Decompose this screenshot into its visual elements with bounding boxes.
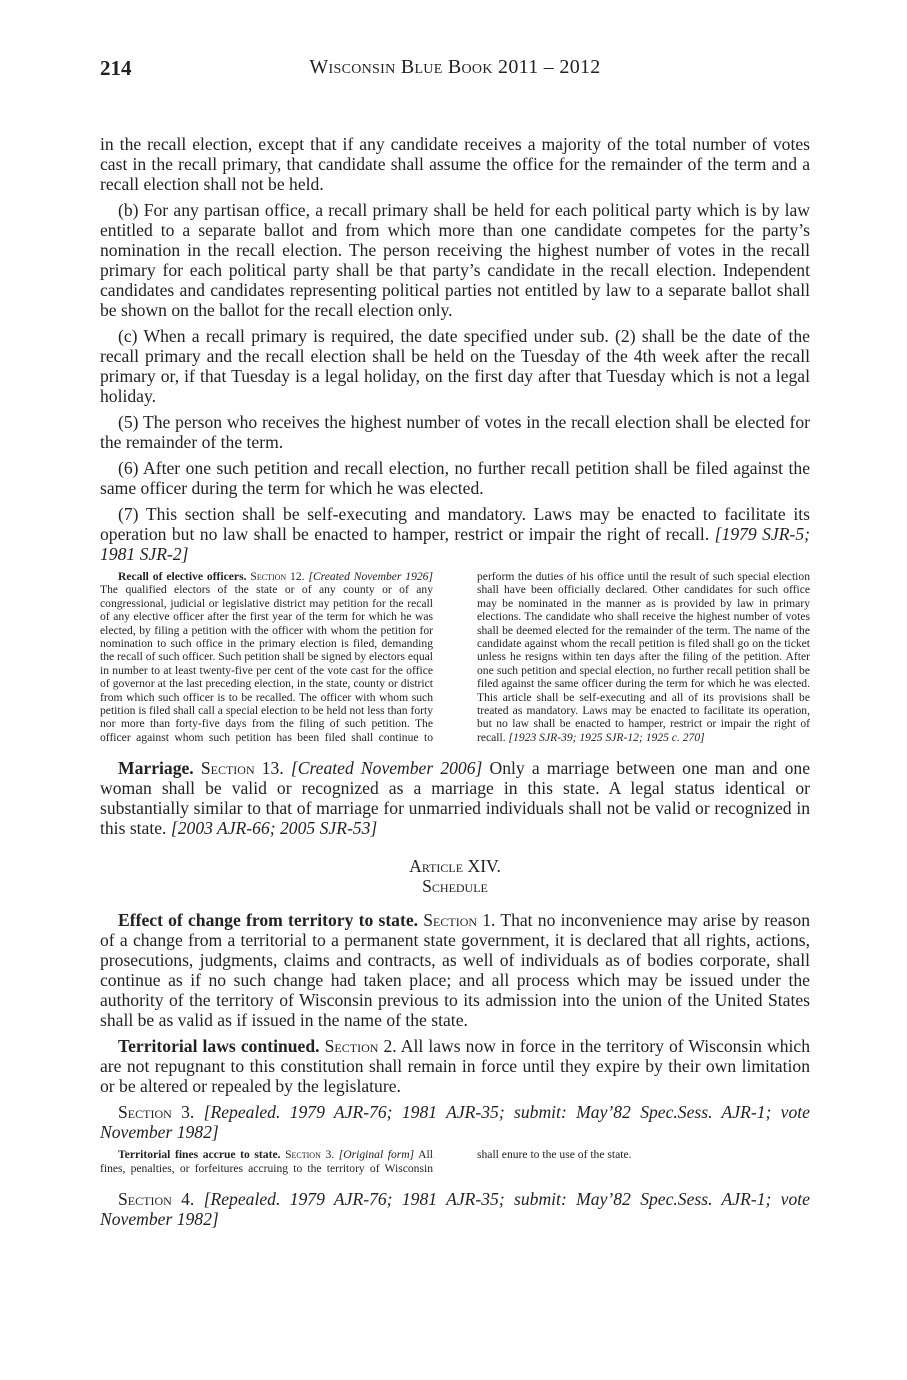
recall-para-5: (5) The person who receives the highest number of votes in the recall election shall be elected for the remainder of the term. [100, 412, 810, 452]
page-header [100, 56, 810, 84]
recall-note-heading: Recall of elective officers. [118, 570, 247, 583]
section-4-label: Section 4. [118, 1189, 195, 1210]
running-title: Wisconsin Blue Book 2011 – 2012 [309, 56, 601, 78]
marriage-created: [Created November 2006] [290, 758, 483, 779]
fines-note-heading: Territorial fines accrue to state. [118, 1148, 281, 1162]
recall-note-text: The qualified electors of the state or of any county or of any congressional, judicial or legislative district may petition for the recall of any elective officer after the first year of the term for which he was elected, by filing a petition with the officer with whom the petition for nomination to such office in the primary election is filed, demanding the recall of such officer. Such petition shall be signed by electors equal in number to at least twenty-five per cent of the vote cast for the office of governor at the last preceding election, in the state, county or district from which such officer is to be recalled. The officer with whom such petition is filed shall call a special election to be held not less than forty nor more than forty-five days from the filing of such petition. The officer against whom such petition has been filed shall continue to perform the duties of his office until the result of such special election shall have been officially declared. Other candidates for such office may be nominated in the manner as is provided by law in primary elections. The candidate who shall receive the highest number of votes shall be deemed elected for the remainder of the term. The name of the candidate against whom the recall petition is filed shall go on the ticket unless he resigns within ten days after the filing of the petition. After one such petition and special election, no further recall petition shall be filed against the same officer during the term for which he was elected. This article shall be self-executing and all of its provisions shall be treated as mandatory. Laws may be enacted to facilitate its operation, but no law shall be enacted to hamper, restrict or impair the right of recall. [100, 570, 810, 744]
marriage-text: Only a marriage between one man and one woman shall be valid or recognized as a marriage in this state. A legal status identical or substantially similar to that of marriage for unmarried individuals shall not be valid or recognized in this state. [100, 758, 811, 839]
fines-original-note [100, 1148, 810, 1175]
section-2-label: Section 2. [324, 1036, 397, 1057]
recall-para-7-citation: [1979 SJR-5; 1981 SJR-2] [100, 524, 810, 564]
section-3-label: Section 3. [118, 1102, 195, 1123]
fines-note-text: All fines, penalties, or forfeitures accruing to the territory of Wisconsin shall enure to the use of the state. [100, 1148, 632, 1175]
marriage-section [100, 758, 810, 838]
recall-para-c: (c) When a recall primary is required, the date specified under sub. (2) shall be the date of the recall primary and the recall election shall be held on the Tuesday of the 4th week after the recall primary or, if that Tuesday is a legal holiday, on the first day after that Tuesday which is not a legal holiday. [100, 326, 810, 406]
section-1-text: That no inconvenience may arise by reason of a change from a territorial to a permanent state government, it is declared that all rights, actions, prosecutions, judgments, claims and contracts, as well of individuals as of bodies corporate, shall continue as if no such change had taken place; and all process which may be issued under the authority of the territory of Wisconsin previous to its admission into the union of the United States shall be as valid as if issued in the name of the state. [100, 910, 810, 1031]
article-number: Article XIV. [409, 856, 501, 877]
section-1-heading: Effect of change from territory to state. [118, 910, 419, 931]
section-1 [100, 910, 810, 1030]
page-body [100, 134, 810, 1235]
section-4 [100, 1189, 810, 1229]
section-2-heading: Territorial laws continued. [118, 1036, 320, 1057]
recall-note-citation: [1923 SJR-39; 1925 SJR-12; 1925 c. 270] [508, 730, 705, 744]
fines-note-section-label: Section 3. [285, 1148, 335, 1162]
recall-para-a-end: in the recall election, except that if any candidate receives a majority of the total number of votes cast in the recall primary, that candidate shall assume the office for the remainder of the term and a recall election shall not be held. [100, 134, 810, 194]
page-number: 214 [100, 56, 132, 80]
recall-note-created: [Created November 1926] [308, 570, 433, 583]
recall-original-note [100, 570, 810, 744]
section-3 [100, 1102, 810, 1142]
marriage-citation: [2003 AJR-66; 2005 SJR-53] [170, 818, 378, 839]
recall-para-b: (b) For any partisan office, a recall primary shall be held for each political party which is by law entitled to a separate ballot and from which more than one candidate competes for the party’s nomination in the recall election. The person receiving the highest number of votes in the recall primary for each political party shall be that party’s candidate in the recall election. Independent candidates and candidates representing political parties not entitled by law to a separate ballot shall be shown on the ballot for the recall election only. [100, 200, 810, 320]
recall-note-section-label: Section 12. [250, 570, 305, 583]
recall-para-7 [100, 504, 810, 564]
fines-note-original: [Original form] [338, 1148, 415, 1162]
article-title: Schedule [422, 876, 488, 897]
marriage-section-label: Section 13. [200, 758, 284, 779]
section-2-text: All laws now in force in the territory of Wisconsin which are not repugnant to this constitution shall remain in force until they expire by their own limitation or be altered or repealed by the legislature. [100, 1036, 811, 1097]
marriage-heading: Marriage. [118, 758, 194, 779]
section-4-repealed: [Repealed. 1979 AJR-76; 1981 AJR-35; submit: May’82 Spec.Sess. AJR-1; vote November 1982] [100, 1189, 810, 1230]
section-2 [100, 1036, 810, 1096]
article-heading [100, 856, 810, 896]
section-3-repealed: [Repealed. 1979 AJR-76; 1981 AJR-35; submit: May’82 Spec.Sess. AJR-1; vote November 1982] [100, 1102, 810, 1143]
section-1-label: Section 1. [423, 910, 496, 931]
recall-para-6: (6) After one such petition and recall election, no further recall petition shall be filed against the same officer during the term for which he was elected. [100, 458, 810, 498]
recall-para-7-text: (7) This section shall be self-executing and mandatory. Laws may be enacted to facilitate its operation but no law shall be enacted to hamper, restrict or impair the right of recall. [100, 504, 810, 544]
